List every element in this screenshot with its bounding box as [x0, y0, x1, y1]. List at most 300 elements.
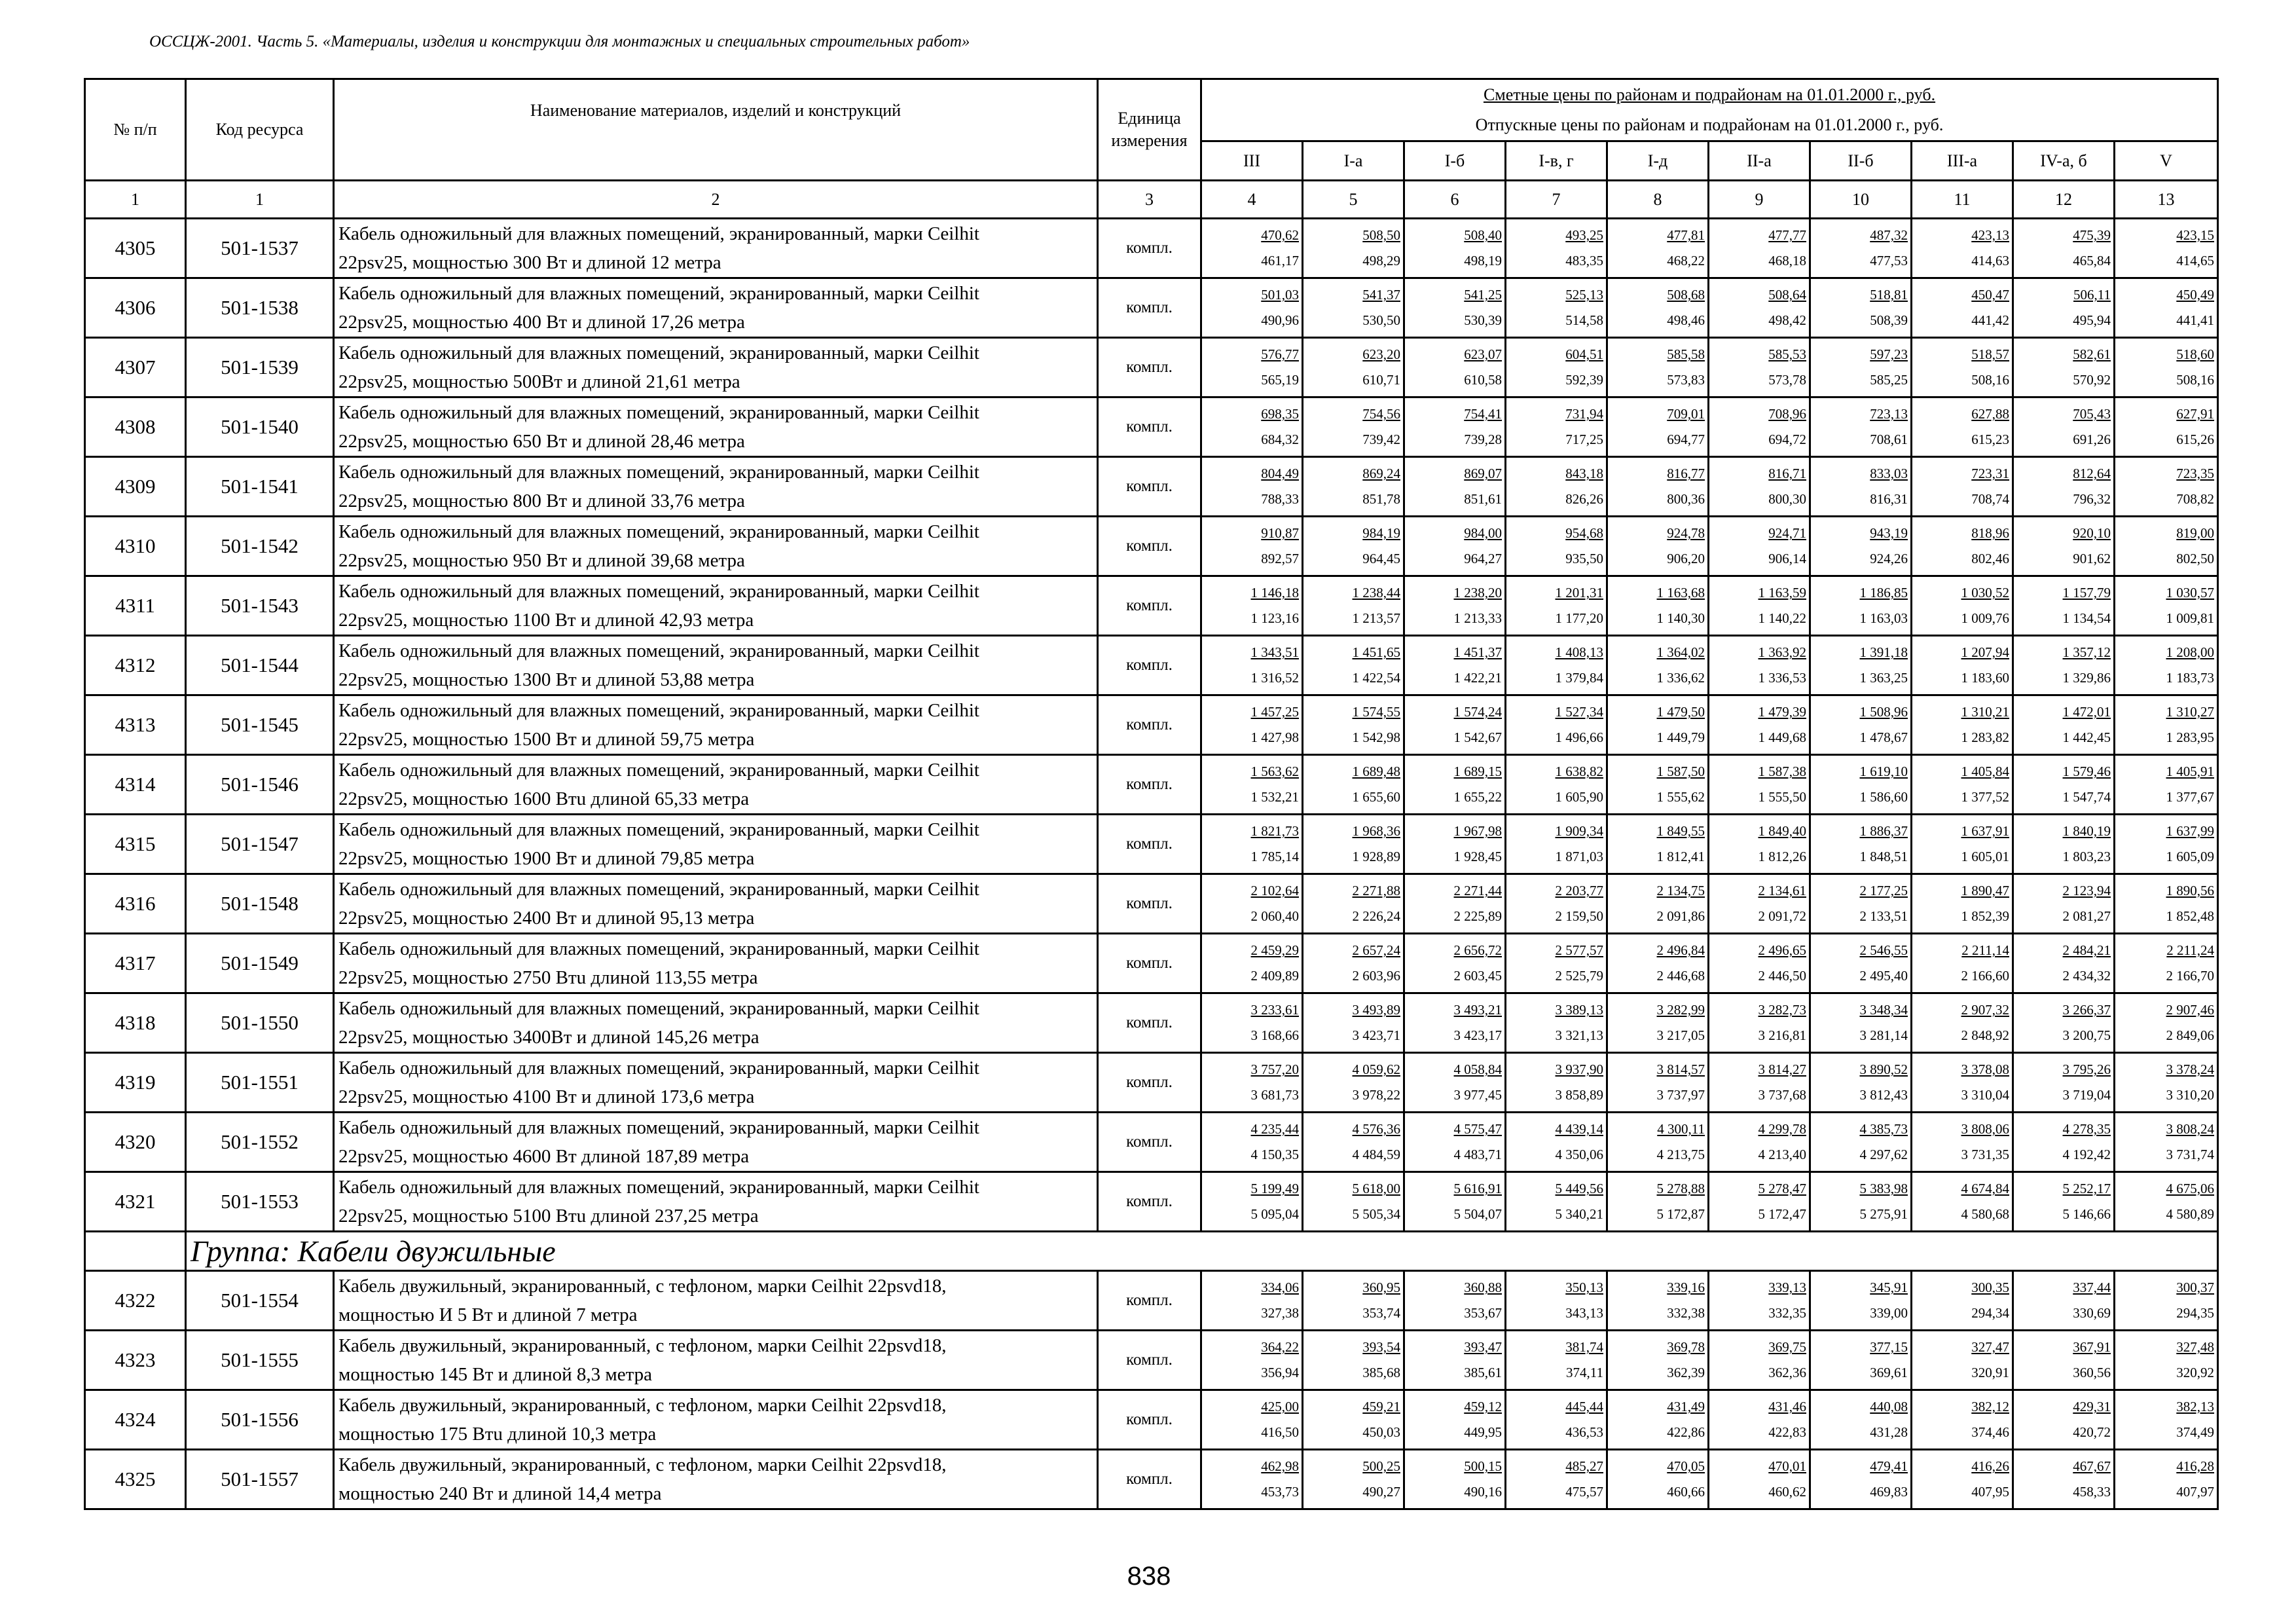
- estimate-price: 508,68: [1667, 287, 1705, 303]
- estimate-price: 4 059,62: [1352, 1061, 1400, 1077]
- estimate-price: 2 484,21: [2062, 942, 2111, 958]
- price-cell: [1810, 397, 1912, 457]
- resource-code: 501-1554: [186, 1271, 334, 1331]
- wholesale-price: 407,97: [2176, 1484, 2215, 1500]
- estimate-price: 708,96: [1768, 406, 1806, 422]
- estimate-price: 1 208,00: [2166, 644, 2215, 660]
- price-cell: [2115, 755, 2218, 815]
- row-number: 4308: [85, 397, 186, 457]
- col-header-no: № п/п: [85, 79, 186, 181]
- wholesale-price: 1 422,54: [1352, 670, 1400, 686]
- estimate-price: 2 496,65: [1758, 942, 1806, 958]
- wholesale-price: 458,33: [2073, 1484, 2111, 1500]
- price-cell: [1709, 1271, 1810, 1331]
- wholesale-price: 1 123,16: [1250, 610, 1299, 626]
- material-name-line: 22psv25, мощностью 4600 Вт длиной 187,89 метра: [338, 1146, 750, 1167]
- price-cell: [2115, 1331, 2218, 1390]
- price-cell: [1201, 755, 1303, 815]
- wholesale-price: 514,58: [1565, 312, 1603, 328]
- estimate-price: 984,19: [1362, 525, 1400, 541]
- unit-of-measure: компл.: [1098, 815, 1201, 874]
- wholesale-price: 585,25: [1870, 372, 1908, 388]
- price-cell: [1201, 338, 1303, 397]
- estimate-price: 920,10: [2073, 525, 2111, 541]
- estimate-price: 1 457,25: [1250, 704, 1299, 720]
- resource-code: 501-1548: [186, 874, 334, 934]
- price-cell: [1404, 636, 1506, 695]
- material-name-line: мощностью 145 Вт и длиной 8,3 метра: [338, 1364, 653, 1385]
- material-name-line: 22psv25, мощностью 1600 Втu длиной 65,33 метра: [338, 788, 750, 809]
- wholesale-price: 3 423,17: [1453, 1027, 1502, 1043]
- wholesale-price: 469,83: [1870, 1484, 1908, 1500]
- price-cell: [1201, 1450, 1303, 1509]
- price-cell: [1709, 755, 1810, 815]
- wholesale-price: 3 719,04: [2062, 1087, 2111, 1103]
- estimate-price: 910,87: [1261, 525, 1299, 541]
- estimate-price: 1 638,82: [1555, 764, 1603, 779]
- price-cell: [1709, 815, 1810, 874]
- price-cell: [1201, 1053, 1303, 1113]
- wholesale-price: 441,42: [1971, 312, 2009, 328]
- price-cell: [1810, 874, 1912, 934]
- material-name-line: 22psv25, мощностью 4100 Вт и длиной 173,6 метра: [338, 1086, 755, 1107]
- table-row: [85, 1271, 2218, 1331]
- resource-code: 501-1542: [186, 517, 334, 576]
- wholesale-price: 356,94: [1261, 1365, 1299, 1380]
- col-header-name: Наименование материалов, изделий и конструкций: [334, 79, 1098, 181]
- row-number: 4315: [85, 815, 186, 874]
- estimate-price: 1 587,38: [1758, 764, 1806, 779]
- price-cell: [1709, 993, 1810, 1053]
- estimate-price: 1 030,57: [2166, 585, 2215, 600]
- price-cell: [1607, 338, 1709, 397]
- price-cell: [2013, 1271, 2115, 1331]
- price-cell: [1201, 695, 1303, 755]
- price-cell: [1506, 338, 1607, 397]
- price-cell: [1912, 934, 2013, 993]
- estimate-price: 954,68: [1565, 525, 1603, 541]
- wholesale-price: 320,92: [2176, 1365, 2215, 1380]
- wholesale-price: 2 081,27: [2062, 908, 2111, 924]
- wholesale-price: 1 547,74: [2062, 789, 2111, 805]
- wholesale-price: 422,83: [1768, 1424, 1806, 1440]
- estimate-price: 1 186,85: [1859, 585, 1908, 600]
- price-cell: [1404, 1053, 1506, 1113]
- estimate-price: 518,81: [1870, 287, 1908, 303]
- estimate-price: 459,12: [1464, 1399, 1502, 1414]
- estimate-price: 450,49: [2176, 287, 2215, 303]
- row-number: 4324: [85, 1390, 186, 1450]
- estimate-price: 477,77: [1768, 227, 1806, 243]
- price-cell: [1607, 695, 1709, 755]
- wholesale-price: 610,58: [1464, 372, 1502, 388]
- wholesale-price: 802,46: [1971, 551, 2009, 566]
- price-cell: [1607, 278, 1709, 338]
- price-cell: [1912, 636, 2013, 695]
- price-cell: [1303, 874, 1404, 934]
- wholesale-price: 530,39: [1464, 312, 1502, 328]
- material-name-line: 22psv25, мощностью 950 Вт и длиной 39,68 метра: [338, 550, 745, 571]
- wholesale-price: 1 785,14: [1250, 849, 1299, 864]
- price-cell: [2013, 1172, 2115, 1232]
- estimate-price: 431,46: [1768, 1399, 1806, 1414]
- estimate-price: 924,71: [1768, 525, 1806, 541]
- estimate-price: 1 890,47: [1961, 883, 2009, 898]
- price-cell: [1709, 457, 1810, 517]
- wholesale-price: 573,78: [1768, 372, 1806, 388]
- wholesale-price: 369,61: [1870, 1365, 1908, 1380]
- region-header: I-а: [1303, 141, 1404, 181]
- estimate-price: 5 278,47: [1758, 1181, 1806, 1196]
- wholesale-price: 508,16: [2176, 372, 2215, 388]
- wholesale-price: 615,26: [2176, 432, 2215, 447]
- estimate-price: 470,05: [1667, 1458, 1705, 1474]
- price-cell: [1912, 695, 2013, 755]
- estimate-price: 364,22: [1261, 1339, 1299, 1355]
- price-cell: [1709, 338, 1810, 397]
- wholesale-price: 1 140,22: [1758, 610, 1806, 626]
- wholesale-price: 2 166,70: [2166, 968, 2215, 984]
- estimate-price: 485,27: [1565, 1458, 1603, 1474]
- estimate-price: 5 383,98: [1859, 1181, 1908, 1196]
- estimate-price: 445,44: [1565, 1399, 1603, 1414]
- material-name: [334, 517, 1098, 576]
- wholesale-price: 2 848,92: [1961, 1027, 2009, 1043]
- wholesale-price: 332,35: [1768, 1305, 1806, 1321]
- price-cell: [1404, 1450, 1506, 1509]
- wholesale-price: 826,26: [1565, 491, 1603, 507]
- wholesale-price: 1 532,21: [1250, 789, 1299, 805]
- wholesale-price: 2 603,96: [1352, 968, 1400, 984]
- wholesale-price: 906,20: [1667, 551, 1705, 566]
- wholesale-price: 1 283,82: [1961, 729, 2009, 745]
- material-name: [334, 1113, 1098, 1172]
- wholesale-price: 691,26: [2073, 432, 2111, 447]
- price-cell: [1912, 1331, 2013, 1390]
- estimate-price: 470,01: [1768, 1458, 1806, 1474]
- wholesale-price: 332,38: [1667, 1305, 1705, 1321]
- wholesale-price: 2 434,32: [2062, 968, 2111, 984]
- row-number: 4312: [85, 636, 186, 695]
- wholesale-price: 2 849,06: [2166, 1027, 2215, 1043]
- estimate-price: 1 689,48: [1352, 764, 1400, 779]
- wholesale-price: 2 133,51: [1859, 908, 1908, 924]
- estimate-price: 2 271,88: [1352, 883, 1400, 898]
- estimate-price: 508,64: [1768, 287, 1806, 303]
- estimate-price: 3 378,08: [1961, 1061, 2009, 1077]
- estimate-price: 3 814,27: [1758, 1061, 1806, 1077]
- price-cell: [1607, 1271, 1709, 1331]
- table-row: [85, 636, 2218, 695]
- wholesale-price: 694,72: [1768, 432, 1806, 447]
- estimate-price: 4 439,14: [1555, 1121, 1603, 1137]
- price-cell: [1506, 695, 1607, 755]
- material-name: [334, 278, 1098, 338]
- estimate-price: 393,54: [1362, 1339, 1400, 1355]
- estimate-price: 3 493,89: [1352, 1002, 1400, 1018]
- unit-of-measure: компл.: [1098, 517, 1201, 576]
- wholesale-price: 1 542,67: [1453, 729, 1502, 745]
- price-cell: [1607, 219, 1709, 278]
- resource-code: 501-1556: [186, 1390, 334, 1450]
- wholesale-price: 2 226,24: [1352, 908, 1400, 924]
- wholesale-price: 1 177,20: [1555, 610, 1603, 626]
- row-number: 4305: [85, 219, 186, 278]
- resource-code: 501-1540: [186, 397, 334, 457]
- price-cell: [2115, 695, 2218, 755]
- price-cell: [1607, 755, 1709, 815]
- row-number: 4317: [85, 934, 186, 993]
- wholesale-price: 610,71: [1362, 372, 1400, 388]
- prices-header-wholesale: Отпускные цены по районам и подрайонам на 01.01.2000 г., руб.: [1475, 115, 1944, 134]
- wholesale-price: 1 009,76: [1961, 610, 2009, 626]
- price-cell: [1709, 1113, 1810, 1172]
- price-cell: [1912, 755, 2013, 815]
- price-cell: [2013, 397, 2115, 457]
- price-cell: [1912, 1113, 2013, 1172]
- material-name-line: 22psv25, мощностью 800 Вт и длиной 33,76 метра: [338, 490, 745, 511]
- wholesale-price: 3 812,43: [1859, 1087, 1908, 1103]
- price-cell: [1607, 1331, 1709, 1390]
- price-cell: [2013, 219, 2115, 278]
- price-cell: [1607, 993, 1709, 1053]
- wholesale-price: 468,22: [1667, 253, 1705, 268]
- price-cell: [2013, 1053, 2115, 1113]
- material-name-line: 22psv25, мощностью 2400 Вт и длиной 95,13 метра: [338, 908, 755, 929]
- estimate-price: 300,35: [1971, 1280, 2009, 1295]
- region-header: III-а: [1912, 141, 2013, 181]
- unit-of-measure: компл.: [1098, 993, 1201, 1053]
- estimate-price: 812,64: [2073, 466, 2111, 481]
- estimate-price: 5 618,00: [1352, 1181, 1400, 1196]
- estimate-price: 300,37: [2176, 1280, 2215, 1295]
- estimate-price: 705,43: [2073, 406, 2111, 422]
- price-cell: [1303, 1172, 1404, 1232]
- estimate-price: 3 282,99: [1656, 1002, 1705, 1018]
- wholesale-price: 3 423,71: [1352, 1027, 1400, 1043]
- estimate-price: 423,15: [2176, 227, 2215, 243]
- estimate-price: 4 278,35: [2062, 1121, 2111, 1137]
- wholesale-price: 1 848,51: [1859, 849, 1908, 864]
- wholesale-price: 1 555,50: [1758, 789, 1806, 805]
- estimate-price: 5 199,49: [1250, 1181, 1299, 1196]
- estimate-price: 4 575,47: [1453, 1121, 1502, 1137]
- price-cell: [1404, 278, 1506, 338]
- price-cell: [1303, 338, 1404, 397]
- estimate-price: 350,13: [1565, 1280, 1603, 1295]
- wholesale-price: 508,39: [1870, 312, 1908, 328]
- wholesale-price: 708,61: [1870, 432, 1908, 447]
- row-number: 4310: [85, 517, 186, 576]
- group-row-blank: [85, 1232, 186, 1271]
- price-cell: [1303, 993, 1404, 1053]
- wholesale-price: 327,38: [1261, 1305, 1299, 1321]
- column-number: 8: [1607, 181, 1709, 219]
- estimate-price: 423,13: [1971, 227, 2009, 243]
- wholesale-price: 2 060,40: [1250, 908, 1299, 924]
- material-name-line: Кабель одножильный для влажных помещений, экранированный, марки Ceilhit: [338, 283, 979, 304]
- wholesale-price: 343,13: [1565, 1305, 1603, 1321]
- material-name: [334, 993, 1098, 1053]
- region-header: V: [2115, 141, 2218, 181]
- estimate-price: 698,35: [1261, 406, 1299, 422]
- column-number: 11: [1912, 181, 2013, 219]
- table-row: [85, 278, 2218, 338]
- wholesale-price: 449,95: [1464, 1424, 1502, 1440]
- price-cell: [1607, 397, 1709, 457]
- material-name-line: Кабель одножильный для влажных помещений, экранированный, марки Ceilhit: [338, 521, 979, 542]
- price-cell: [1303, 517, 1404, 576]
- estimate-price: 709,01: [1667, 406, 1705, 422]
- estimate-price: 1 689,15: [1453, 764, 1502, 779]
- wholesale-price: 3 321,13: [1555, 1027, 1603, 1043]
- price-cell: [1506, 1331, 1607, 1390]
- estimate-price: 582,61: [2073, 346, 2111, 362]
- estimate-price: 597,23: [1870, 346, 1908, 362]
- price-cell: [1201, 517, 1303, 576]
- material-name-line: Кабель одножильный для влажных помещений, экранированный, марки Ceilhit: [338, 223, 979, 244]
- wholesale-price: 2 409,89: [1250, 968, 1299, 984]
- row-number: 4311: [85, 576, 186, 636]
- wholesale-price: 1 812,41: [1656, 849, 1705, 864]
- price-cell: [1303, 1390, 1404, 1450]
- row-number: 4322: [85, 1271, 186, 1331]
- estimate-price: 1 849,55: [1656, 823, 1705, 839]
- wholesale-price: 1 377,67: [2166, 789, 2215, 805]
- wholesale-price: 3 216,81: [1758, 1027, 1806, 1043]
- material-name-line: 22psv25, мощностью 500Вт и длиной 21,61 метра: [338, 371, 740, 392]
- wholesale-price: 353,67: [1464, 1305, 1502, 1321]
- table-row: [85, 517, 2218, 576]
- price-cell: [1810, 338, 1912, 397]
- wholesale-price: 460,66: [1667, 1484, 1705, 1500]
- price-cell: [2115, 636, 2218, 695]
- price-cell: [2115, 1390, 2218, 1450]
- wholesale-price: 3 737,97: [1656, 1087, 1705, 1103]
- column-number: 12: [2013, 181, 2115, 219]
- estimate-price: 500,15: [1464, 1458, 1502, 1474]
- col-header-prices: [1201, 79, 2218, 141]
- price-cell: [2115, 338, 2218, 397]
- wholesale-price: 4 213,40: [1758, 1147, 1806, 1162]
- wholesale-price: 441,41: [2176, 312, 2215, 328]
- resource-code: 501-1551: [186, 1053, 334, 1113]
- material-name-line: Кабель одножильный для влажных помещений, экранированный, марки Ceilhit: [338, 879, 979, 900]
- wholesale-price: 4 580,68: [1961, 1206, 2009, 1222]
- wholesale-price: 436,53: [1565, 1424, 1603, 1440]
- estimate-price: 479,41: [1870, 1458, 1908, 1474]
- estimate-price: 541,25: [1464, 287, 1502, 303]
- price-cell: [1303, 695, 1404, 755]
- price-cell: [1709, 397, 1810, 457]
- estimate-price: 477,81: [1667, 227, 1705, 243]
- estimate-price: 440,08: [1870, 1399, 1908, 1414]
- wholesale-price: 935,50: [1565, 551, 1603, 566]
- estimate-price: 393,47: [1464, 1339, 1502, 1355]
- row-number: 4309: [85, 457, 186, 517]
- resource-code: 501-1552: [186, 1113, 334, 1172]
- row-number: 4307: [85, 338, 186, 397]
- estimate-price: 467,67: [2073, 1458, 2111, 1474]
- row-number: 4316: [85, 874, 186, 934]
- wholesale-price: 1 140,30: [1656, 610, 1705, 626]
- price-cell: [1912, 278, 2013, 338]
- resource-code: 501-1543: [186, 576, 334, 636]
- wholesale-price: 5 340,21: [1555, 1206, 1603, 1222]
- price-cell: [2013, 874, 2115, 934]
- wholesale-price: 420,72: [2073, 1424, 2111, 1440]
- price-cell: [2115, 576, 2218, 636]
- estimate-price: 1 849,40: [1758, 823, 1806, 839]
- estimate-price: 3 378,24: [2166, 1061, 2215, 1077]
- estimate-price: 425,00: [1261, 1399, 1299, 1414]
- region-header: I-в, г: [1506, 141, 1607, 181]
- estimate-price: 1 238,44: [1352, 585, 1400, 600]
- estimate-price: 4 576,36: [1352, 1121, 1400, 1137]
- estimate-price: 819,00: [2176, 525, 2215, 541]
- price-cell: [1303, 1450, 1404, 1509]
- unit-of-measure: компл.: [1098, 636, 1201, 695]
- wholesale-price: 5 504,07: [1453, 1206, 1502, 1222]
- price-cell: [1506, 397, 1607, 457]
- wholesale-price: 1 336,53: [1758, 670, 1806, 686]
- price-cell: [1201, 457, 1303, 517]
- price-cell: [1404, 755, 1506, 815]
- estimate-price: 833,03: [1870, 466, 1908, 481]
- region-header: IV-а, б: [2013, 141, 2115, 181]
- price-cell: [1810, 993, 1912, 1053]
- estimate-price: 1 030,52: [1961, 585, 2009, 600]
- wholesale-price: 4 192,42: [2062, 1147, 2111, 1162]
- page-number: 838: [1127, 1562, 1171, 1591]
- material-name-line: Кабель одножильный для влажных помещений, экранированный, марки Ceilhit: [338, 700, 979, 721]
- estimate-price: 2 459,29: [1250, 942, 1299, 958]
- material-name-line: 22psv25, мощностью 1500 Вт и длиной 59,75 метра: [338, 729, 755, 750]
- estimate-price: 4 385,73: [1859, 1121, 1908, 1137]
- price-cell: [1506, 993, 1607, 1053]
- price-cell: [1810, 1331, 1912, 1390]
- wholesale-price: 407,95: [1971, 1484, 2009, 1500]
- price-cell: [1607, 1450, 1709, 1509]
- wholesale-price: 490,16: [1464, 1484, 1502, 1500]
- price-cell: [1810, 695, 1912, 755]
- estimate-price: 334,06: [1261, 1280, 1299, 1295]
- estimate-price: 3 233,61: [1250, 1002, 1299, 1018]
- estimate-price: 5 449,56: [1555, 1181, 1603, 1196]
- estimate-price: 1 527,34: [1555, 704, 1603, 720]
- estimate-price: 1 310,21: [1961, 704, 2009, 720]
- wholesale-price: 3 217,05: [1656, 1027, 1705, 1043]
- wholesale-price: 1 803,23: [2062, 849, 2111, 864]
- price-cell: [1810, 636, 1912, 695]
- price-cell: [1201, 934, 1303, 993]
- table-row: [85, 1172, 2218, 1232]
- price-cell: [1506, 874, 1607, 934]
- wholesale-price: 2 495,40: [1859, 968, 1908, 984]
- wholesale-price: 1 183,60: [1961, 670, 2009, 686]
- material-name-line: 22psv25, мощностью 300 Вт и длиной 12 метра: [338, 252, 721, 273]
- estimate-price: 382,12: [1971, 1399, 2009, 1414]
- page-header-title: ОССЦЖ-2001. Часть 5. «Материалы, изделия и конструкции для монтажных и специальных строительных работ»: [149, 33, 970, 50]
- wholesale-price: 294,35: [2176, 1305, 2215, 1321]
- price-cell: [2115, 1450, 2218, 1509]
- estimate-price: 816,71: [1768, 466, 1806, 481]
- estimate-price: 345,91: [1870, 1280, 1908, 1295]
- estimate-price: 2 123,94: [2062, 883, 2111, 898]
- estimate-price: 369,78: [1667, 1339, 1705, 1355]
- estimate-price: 4 058,84: [1453, 1061, 1502, 1077]
- material-name: [334, 219, 1098, 278]
